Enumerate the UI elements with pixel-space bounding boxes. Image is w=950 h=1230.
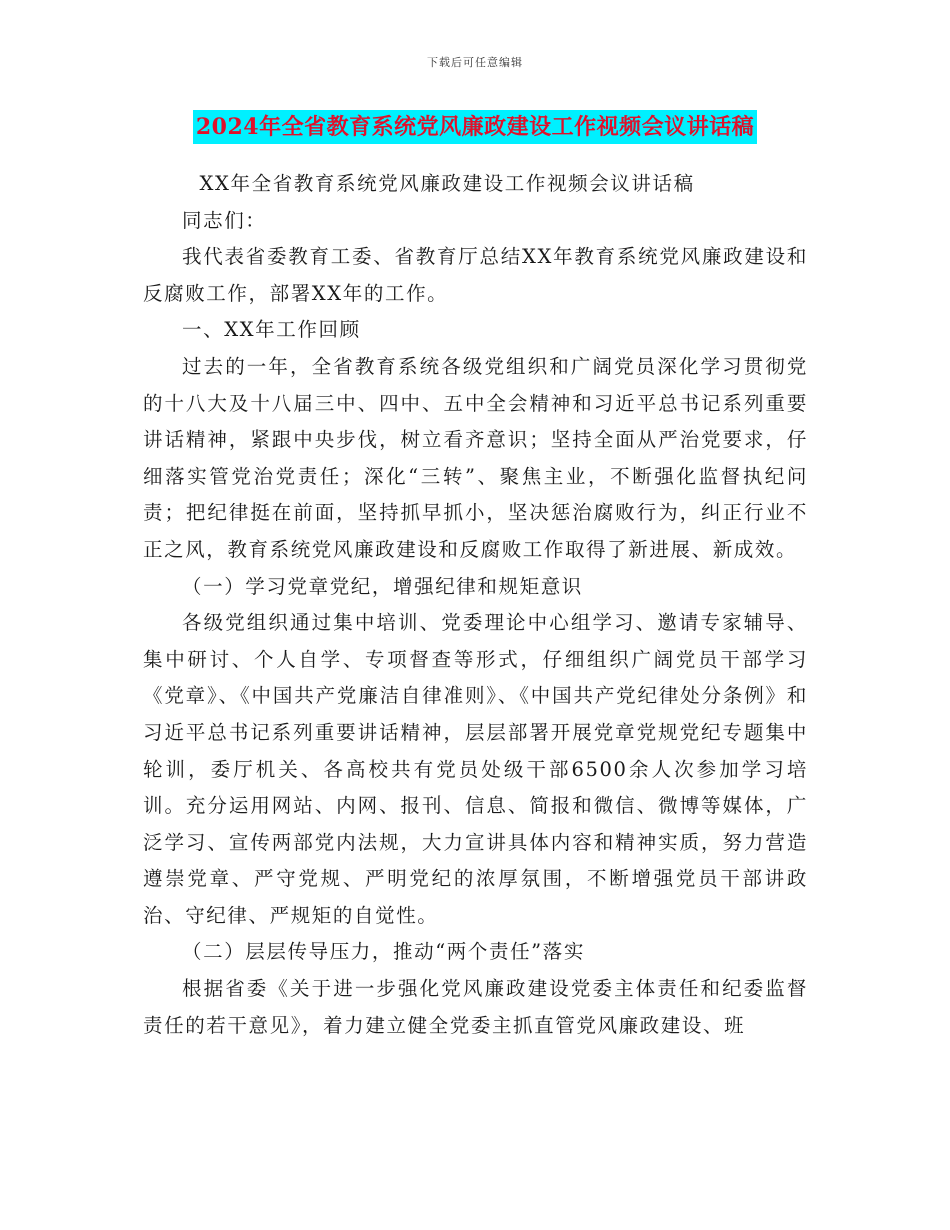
document-title: 2024年全省教育系统党风廉政建设工作视频会议讲话稿 — [193, 110, 757, 144]
subsection-heading: （一）学习党章党纪，增强纪律和规矩意识 — [182, 574, 583, 598]
document-body — [143, 166, 808, 1044]
paragraph: 各级党组织通过集中培训、党委理论中心组学习、邀请专家辅导、集中研讨、个人自学、专项督查等形式，仔细组织广阔党员干部学习《党章》、《中国共产党廉洁自律准则》、《中国共产党纪律处分条例》和习近平总书记系列重要讲话精神，层层部署开展党章党规党纪专题集中轮训，委厅机关、各高校共有党员处级干部6500余人次参加学习培训。充分运用网站、内网、报刊、信息、简报和微信、微博等媒体，广泛学习、宣传两部党内法规，大力宣讲具体内容和精神实质，努力营造遵崇党章、严守党规、严明党纪的浓厚氛围，不断增强党员干部讲政治、守纪律、严规矩的自觉性。 — [143, 611, 808, 927]
paragraph: 根据省委《关于进一步强化党风廉政建设党委主体责任和纪委监督责任的若干意见》，着力建立健全党委主抓直管党风廉政建设、班 — [143, 977, 808, 1037]
subsection-heading: （二）层层传导压力，推动“两个责任”落实 — [182, 940, 585, 964]
salutation: 同志们： — [182, 208, 267, 232]
section-heading: 一、XX年工作回顾 — [182, 318, 361, 342]
title-container — [0, 110, 950, 144]
header-note: 下载后可任意编辑 — [427, 56, 523, 69]
paragraph: 我代表省委教育工委、省教育厅总结XX年教育系统党风廉政建设和反腐败工作，部署XX年的工作。 — [143, 245, 808, 305]
paragraph: 过去的一年，全省教育系统各级党组织和广阔党员深化学习贯彻党的十八大及十八届三中、四中、五中全会精神和习近平总书记系列重要讲话精神，紧跟中央步伐，树立看齐意识；坚持全面从严治党要求，仔细落实管党治党责任；深化“三转”、聚焦主业，不断强化监督执纪问责；把纪律挺在前面，坚持抓早抓小，坚决惩治腐败行为，纠正行业不正之风，教育系统党风廉政建设和反腐败工作取得了新进展、新成效。 — [143, 354, 808, 561]
document-subtitle: XX年全省教育系统党风廉政建设工作视频会议讲话稿 — [199, 172, 695, 195]
